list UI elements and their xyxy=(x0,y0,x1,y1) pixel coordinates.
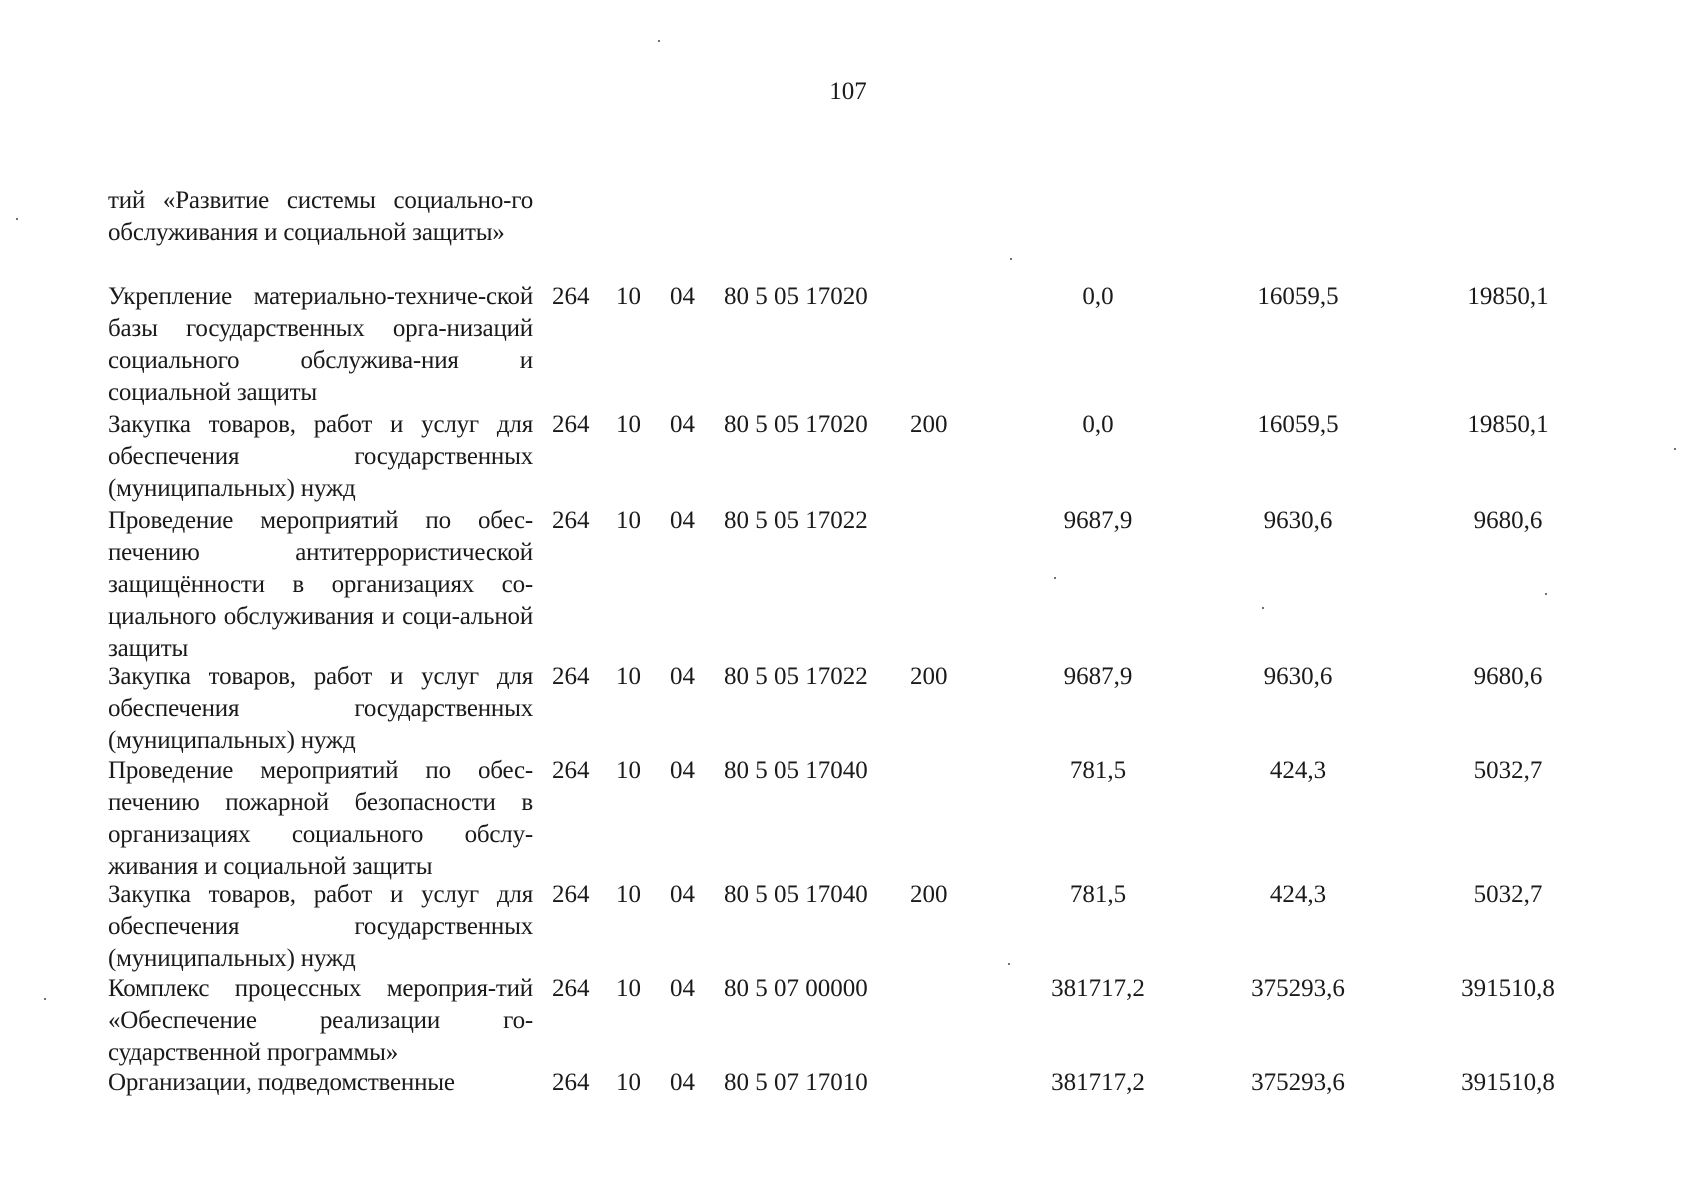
amount-year-3: 9680,6 xyxy=(1473,663,1543,690)
row-description: Проведение мероприятий по обес-печению пожарной безопасности в организациях социального обслу-живания и социальной защиты xyxy=(108,757,533,880)
admin-code: 264 xyxy=(552,1069,590,1096)
amount-year-1: 0,0 xyxy=(1082,411,1114,438)
scan-speck xyxy=(1545,593,1547,595)
amount-year-2: 9630,6 xyxy=(1263,663,1333,690)
expense-type: 200 xyxy=(910,663,948,690)
target-article: 80 5 05 17040 xyxy=(724,881,868,908)
table-row xyxy=(108,409,1568,505)
row-description: Закупка товаров, работ и услуг для обеспечения государственных (муниципальных) нужд xyxy=(108,881,533,972)
scan-speck xyxy=(44,998,46,1000)
amount-year-3: 5032,7 xyxy=(1473,881,1543,908)
amount-year-1: 781,5 xyxy=(1069,757,1127,784)
subsection-code: 04 xyxy=(670,757,695,784)
section-code: 10 xyxy=(616,507,641,534)
target-article: 80 5 05 17020 xyxy=(724,283,868,310)
table-row xyxy=(108,661,1568,755)
budget-table xyxy=(108,185,1568,1107)
amount-year-3: 9680,6 xyxy=(1473,507,1543,534)
section-code: 10 xyxy=(616,283,641,310)
table-row xyxy=(108,973,1568,1067)
scan-speck xyxy=(1054,577,1056,579)
amount-year-3: 391510,8 xyxy=(1461,1069,1555,1096)
amount-year-1: 0,0 xyxy=(1082,283,1114,310)
amount-year-1: 381717,2 xyxy=(1051,975,1145,1002)
amount-year-2: 375293,6 xyxy=(1251,975,1345,1002)
table-row xyxy=(108,1067,1568,1107)
amount-year-3: 5032,7 xyxy=(1473,757,1543,784)
scan-speck xyxy=(1674,448,1676,450)
admin-code: 264 xyxy=(552,663,590,690)
subsection-code: 04 xyxy=(670,663,695,690)
target-article: 80 5 05 17040 xyxy=(724,757,868,784)
row-description: Закупка товаров, работ и услуг для обеспечения государственных (муниципальных) нужд xyxy=(108,663,533,754)
table-row xyxy=(108,505,1568,661)
admin-code: 264 xyxy=(552,975,590,1002)
section-code: 10 xyxy=(616,881,641,908)
expense-type: 200 xyxy=(910,411,948,438)
section-code: 10 xyxy=(616,757,641,784)
amount-year-1: 9687,9 xyxy=(1063,507,1133,534)
subsection-code: 04 xyxy=(670,283,695,310)
subsection-code: 04 xyxy=(670,881,695,908)
row-description: Комплекс процессных мероприя-тий «Обеспечение реализации го-сударственной программы» xyxy=(108,975,533,1066)
table-row xyxy=(108,281,1568,409)
scan-speck xyxy=(1262,607,1264,609)
amount-year-3: 19850,1 xyxy=(1467,283,1549,310)
target-article: 80 5 07 17010 xyxy=(724,1069,868,1096)
scan-speck xyxy=(1010,258,1012,260)
target-article: 80 5 05 17022 xyxy=(724,663,868,690)
admin-code: 264 xyxy=(552,411,590,438)
row-description: Организации, подведомственные xyxy=(108,1069,455,1096)
scan-speck xyxy=(658,40,660,42)
table-row xyxy=(108,755,1568,879)
target-article: 80 5 07 00000 xyxy=(724,975,868,1002)
section-code: 10 xyxy=(616,663,641,690)
amount-year-2: 16059,5 xyxy=(1257,283,1339,310)
amount-year-2: 16059,5 xyxy=(1257,411,1339,438)
row-description: Закупка товаров, работ и услуг для обеспечения государственных (муниципальных) нужд xyxy=(108,411,533,502)
amount-year-2: 424,3 xyxy=(1269,881,1327,908)
subsection-code: 04 xyxy=(670,507,695,534)
row-description: Проведение мероприятий по обес-печению антитеррористической защищённости в организациях со-циального обслуживания и соци-альной защиты xyxy=(108,507,533,662)
admin-code: 264 xyxy=(552,757,590,784)
subsection-code: 04 xyxy=(670,1069,695,1096)
row-description: Укрепление материально-техниче-ской базы государственных орга-низаций социального обслужива-ния и социальной защиты xyxy=(108,283,533,406)
amount-year-1: 9687,9 xyxy=(1063,663,1133,690)
admin-code: 264 xyxy=(552,283,590,310)
subsection-code: 04 xyxy=(670,975,695,1002)
section-code: 10 xyxy=(616,411,641,438)
amount-year-2: 375293,6 xyxy=(1251,1069,1345,1096)
amount-year-2: 9630,6 xyxy=(1263,507,1333,534)
admin-code: 264 xyxy=(552,507,590,534)
amount-year-1: 381717,2 xyxy=(1051,1069,1145,1096)
section-code: 10 xyxy=(616,975,641,1002)
target-article: 80 5 05 17020 xyxy=(724,411,868,438)
table-row xyxy=(108,185,1568,281)
scan-speck xyxy=(16,218,18,220)
page-number: 107 xyxy=(829,78,867,105)
expense-type: 200 xyxy=(910,881,948,908)
amount-year-1: 781,5 xyxy=(1069,881,1127,908)
target-article: 80 5 05 17022 xyxy=(724,507,868,534)
subsection-code: 04 xyxy=(670,411,695,438)
table-row xyxy=(108,879,1568,973)
amount-year-3: 391510,8 xyxy=(1461,975,1555,1002)
amount-year-2: 424,3 xyxy=(1269,757,1327,784)
amount-year-3: 19850,1 xyxy=(1467,411,1549,438)
row-description: тий «Развитие системы социально-го обслуживания и социальной защиты» xyxy=(108,187,533,246)
admin-code: 264 xyxy=(552,881,590,908)
section-code: 10 xyxy=(616,1069,641,1096)
scan-speck xyxy=(1008,963,1010,965)
